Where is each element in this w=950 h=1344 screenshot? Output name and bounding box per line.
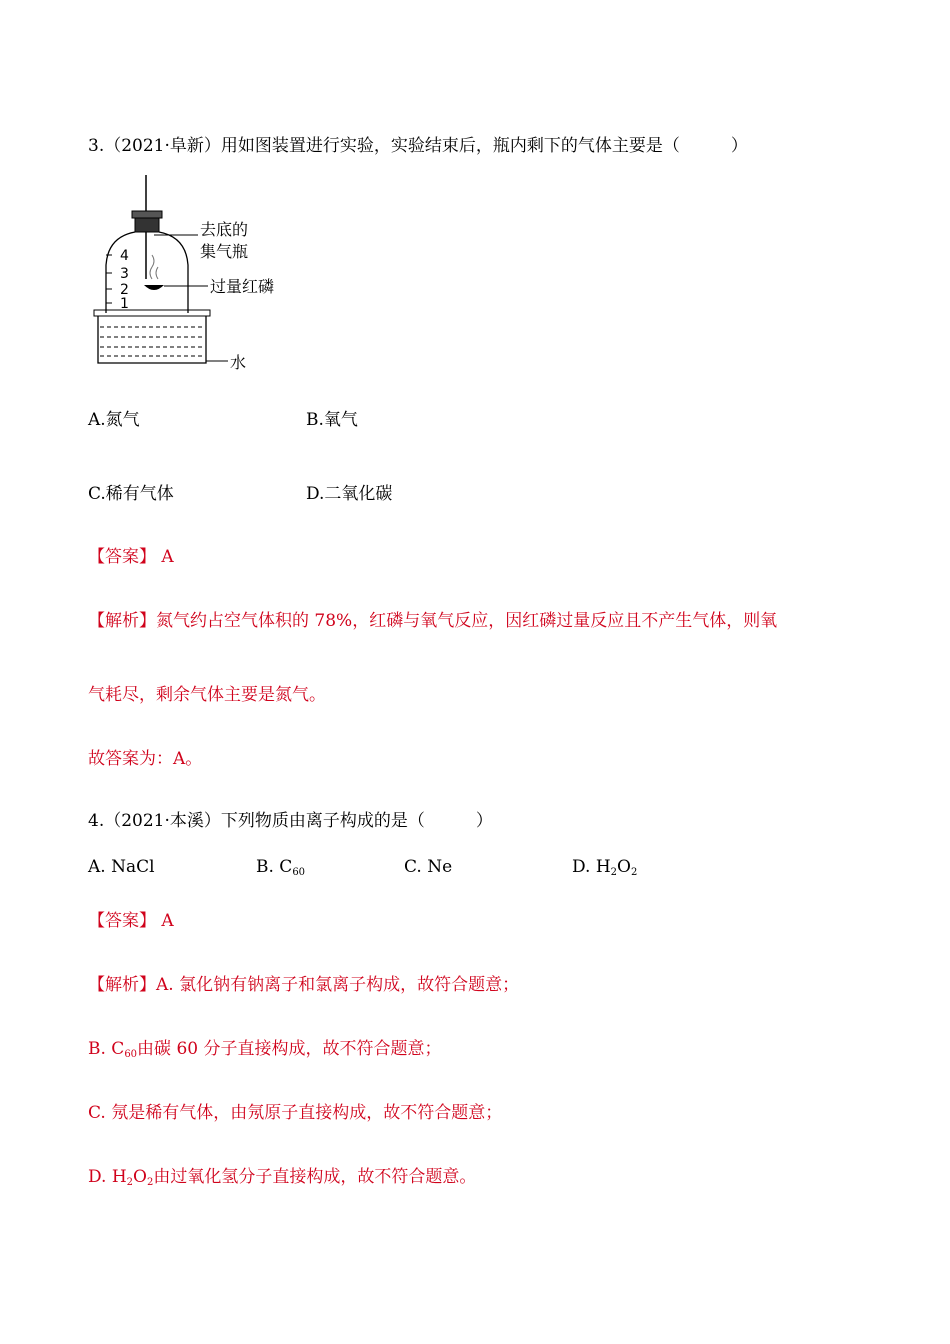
answer-tag: 【答案】 bbox=[88, 911, 156, 931]
label-bottomless-bottle-1: 去底的 bbox=[200, 220, 249, 239]
q4-option-a: A. NaCl bbox=[88, 857, 155, 877]
q4-option-c: C. Ne bbox=[404, 857, 453, 877]
label-red-phosphorus: 过量红磷 bbox=[210, 277, 275, 296]
q4-analysis-c: C. 氖是稀有气体，由氖原子直接构成，故不符合题意； bbox=[88, 1103, 503, 1123]
label-water: 水 bbox=[230, 353, 247, 372]
question-3-stem: 3.（2021·阜新）用如图装置进行实验，实验结束后，瓶内剩下的气体主要是（ ） bbox=[88, 136, 748, 156]
analysis-text: 氮气约占空气体积的 78%，红磷与氧气反应，因红磷过量反应且不产生气体，则氧 bbox=[156, 611, 778, 631]
q3-analysis-line-1 bbox=[88, 606, 777, 631]
answer-value: A bbox=[161, 911, 174, 931]
analysis-text: A. 氯化钠有钠离子和氯离子构成，故符合题意； bbox=[156, 975, 520, 995]
q4-option-d: D. $H_2O_2$ bbox=[572, 857, 638, 878]
answer-value: A bbox=[161, 547, 174, 567]
q3-option-c: C.稀有气体 bbox=[88, 484, 174, 504]
question-4-stem: 4.（2021·本溪）下列物质由离子构成的是（ ） bbox=[88, 811, 493, 831]
mark-3: 3 bbox=[120, 266, 129, 282]
q4-answer-line bbox=[88, 906, 174, 931]
mark-2: 2 bbox=[120, 282, 129, 298]
q4-analysis-b: B. $C_{60}$由碳 60 分子直接构成，故不符合题意； bbox=[88, 1039, 442, 1060]
q3-option-a: A.氮气 bbox=[88, 410, 140, 430]
q4-analysis-a bbox=[88, 970, 519, 995]
q4-analysis-d: D. $H_2O_2$由过氧化氢分子直接构成，故不符合题意。 bbox=[88, 1167, 477, 1188]
q3-option-b: B.氧气 bbox=[306, 410, 358, 430]
q3-option-d: D.二氧化碳 bbox=[306, 484, 393, 504]
q3-analysis-line-2: 气耗尽，剩余气体主要是氮气。 bbox=[88, 685, 326, 705]
mark-1: 1 bbox=[120, 296, 129, 312]
analysis-tag: 【解析】 bbox=[88, 975, 156, 995]
label-bottomless-bottle-2: 集气瓶 bbox=[200, 242, 249, 261]
analysis-tag: 【解析】 bbox=[88, 611, 156, 631]
mark-4: 4 bbox=[120, 248, 129, 264]
answer-tag: 【答案】 bbox=[88, 547, 156, 567]
q3-answer-line bbox=[88, 542, 174, 567]
q3-conclusion: 故答案为：A。 bbox=[88, 749, 203, 769]
q4-option-b: B. $C_{60}$ bbox=[256, 857, 306, 878]
experiment-apparatus-figure bbox=[88, 175, 298, 375]
